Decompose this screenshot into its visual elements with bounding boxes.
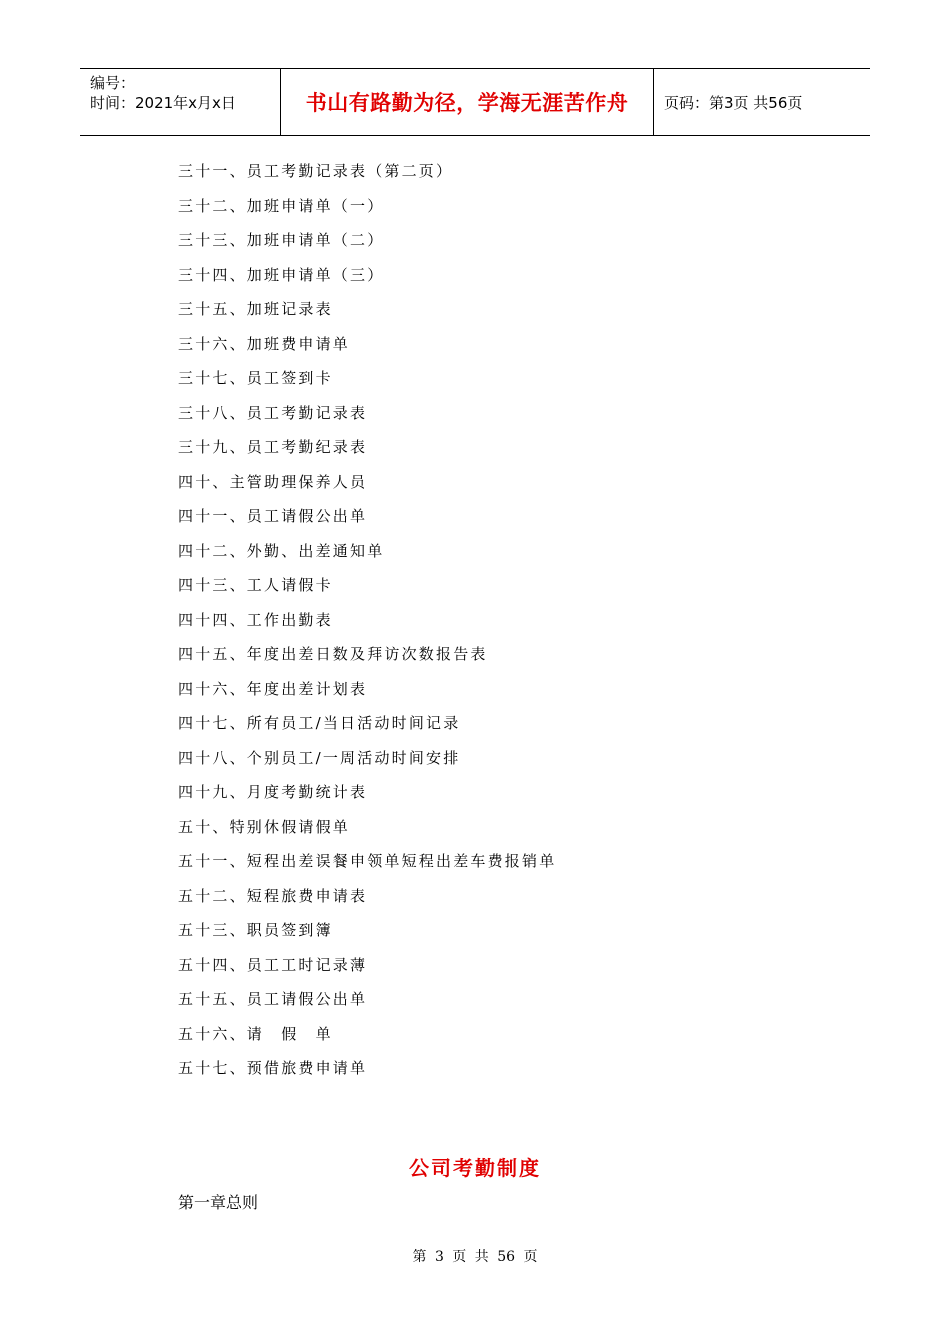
time-label: 时间：2021年x月x日 [90,94,236,112]
toc-item: 三十六、加班费申请单 [178,334,351,353]
toc-item: 五十、特别休假请假单 [178,817,351,836]
toc-item: 三十五、加班记录表 [178,300,333,318]
page-header [80,68,870,136]
toc-item: 五十六、请 假 单 [178,1024,333,1043]
header-page-info: 页码：第3页 共56页 [664,93,803,112]
toc-list [178,157,556,1089]
toc-item: 四十四、工作出勤表 [178,610,333,629]
toc-item: 四十六、年度出差计划表 [178,679,368,698]
toc-item: 四十八、个别员工/一周活动时间安排 [178,748,461,767]
toc-item: 三十四、加班申请单（三） [178,265,385,284]
toc-item: 五十四、员工工时记录薄 [178,955,368,974]
toc-item: 四十二、外勤、出差通知单 [178,541,385,560]
toc-item: 三十三、加班申请单（二） [178,231,385,249]
toc-item: 三十八、员工考勤记录表 [178,403,368,422]
toc-item: 五十五、员工请假公出单 [178,990,368,1008]
toc-item: 三十七、员工签到卡 [178,369,333,387]
header-motto: 书山有路勤为径，学海无涯苦作舟 [281,69,654,135]
number-label: 编号： [90,74,136,92]
document-title: 公司考勤制度 [409,1156,541,1180]
toc-item: 四十七、所有员工/当日活动时间记录 [178,714,461,732]
page-footer: 第 3 页 共 56 页 [412,1249,538,1265]
toc-item: 五十一、短程出差误餐申领单短程出差车费报销单 [178,852,557,870]
toc-item: 三十二、加班申请单（一） [178,196,385,215]
chapter-heading: 第一章总则 [178,1193,259,1212]
toc-item: 三十九、员工考勤纪录表 [178,438,368,456]
toc-item: 三十一、员工考勤记录表（第二页） [178,162,454,180]
toc-item: 四十一、员工请假公出单 [178,507,368,525]
toc-item: 四十九、月度考勤统计表 [178,783,368,801]
toc-item: 五十七、预借旅费申请单 [178,1059,368,1077]
toc-item: 五十二、短程旅费申请表 [178,886,368,905]
header-meta [80,69,281,135]
toc-item: 四十五、年度出差日数及拜访次数报告表 [178,645,488,663]
toc-item: 四十三、工人请假卡 [178,576,333,594]
toc-item: 四十、主管助理保养人员 [178,472,368,491]
toc-item: 五十三、职员签到簿 [178,921,333,939]
